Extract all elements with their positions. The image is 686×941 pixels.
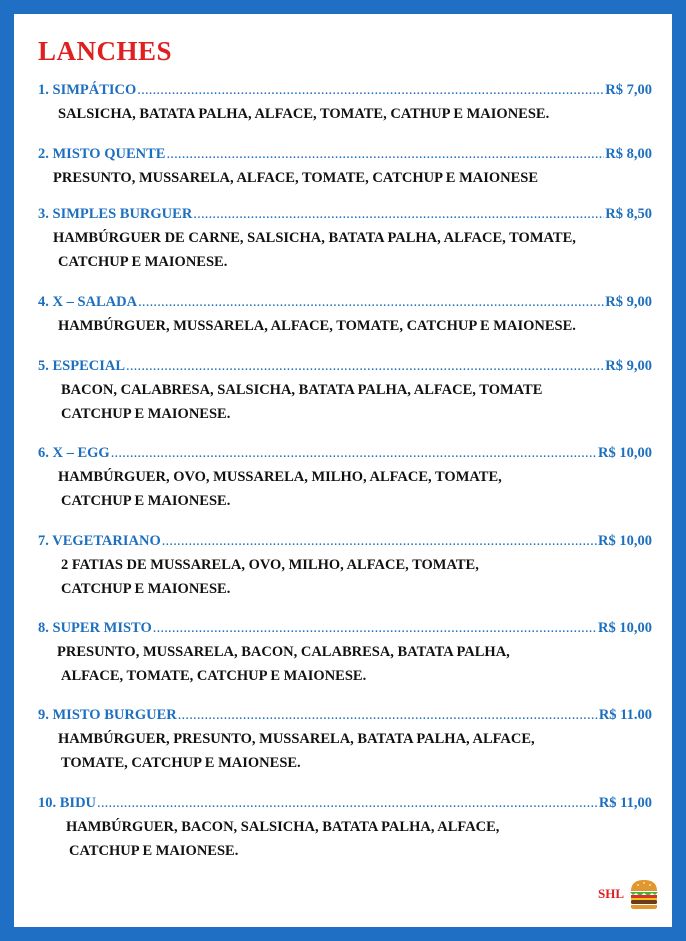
- item-price: R$ 11.00: [598, 707, 652, 723]
- item-description: [38, 815, 652, 863]
- item-description: [38, 166, 652, 190]
- dot-leader: [178, 707, 598, 724]
- description-line: CATCHUP E MAIONESE.: [69, 843, 239, 859]
- page-title: LANCHES: [38, 36, 173, 66]
- item-price: R$ 10,00: [598, 445, 652, 461]
- dot-leader: [153, 620, 597, 637]
- menu-item: [38, 146, 652, 190]
- item-heading: [38, 445, 652, 462]
- item-heading: [38, 620, 652, 637]
- burger-icon: [628, 877, 660, 911]
- description-line: HAMBÚRGUER, OVO, MUSSARELA, MILHO, ALFACE, TOMATE,: [58, 469, 502, 485]
- logo-text: SHL: [597, 886, 624, 901]
- menu-item: [38, 445, 652, 513]
- item-heading: [38, 533, 652, 550]
- item-description: [38, 727, 652, 775]
- item-description: [38, 640, 652, 688]
- menu-item: [38, 206, 652, 274]
- item-heading: [38, 795, 652, 812]
- menu-item: [38, 795, 652, 863]
- item-price: R$ 10,00: [598, 620, 652, 636]
- item-name: 7. VEGETARIANO: [38, 533, 161, 549]
- menu-item: [38, 294, 652, 338]
- dot-leader: [162, 533, 597, 550]
- item-name: 6. X – EGG: [38, 445, 110, 461]
- menu-item: [38, 707, 652, 775]
- item-heading: [38, 358, 652, 375]
- item-description: [38, 465, 652, 513]
- description-line: 2 FATIAS DE MUSSARELA, OVO, MILHO, ALFACE, TOMATE,: [61, 557, 479, 573]
- dot-leader: [126, 358, 604, 375]
- menu-item: [38, 358, 652, 426]
- item-name: 5. ESPECIAL: [38, 358, 126, 374]
- item-heading: [38, 294, 652, 311]
- item-heading: [38, 82, 652, 99]
- item-description: [38, 226, 652, 274]
- item-price: R$ 9,00: [605, 358, 652, 374]
- item-price: R$ 11,00: [598, 795, 652, 811]
- menu-item: [38, 533, 652, 601]
- item-heading: [38, 146, 652, 163]
- dot-leader: [166, 146, 604, 163]
- brand-logo: [598, 877, 660, 911]
- description-line: CATCHUP E MAIONESE.: [61, 581, 231, 597]
- item-price: R$ 8,50: [605, 206, 652, 222]
- dot-leader: [137, 82, 604, 99]
- item-heading: [38, 206, 652, 223]
- item-price: R$ 8,00: [605, 146, 652, 162]
- item-name: 3. SIMPLES BURGUER: [38, 206, 193, 222]
- item-description: [38, 314, 652, 338]
- description-line: HAMBÚRGUER, BACON, SALSICHA, BATATA PALHA, ALFACE,: [66, 819, 500, 835]
- item-description: [38, 553, 652, 601]
- dot-leader: [193, 206, 604, 223]
- menu-item: [38, 82, 652, 126]
- item-name: 9. MISTO BURGUER: [38, 707, 177, 723]
- item-name: 2. MISTO QUENTE: [38, 146, 166, 162]
- item-price: R$ 7,00: [605, 82, 652, 98]
- item-name: 8. SUPER MISTO: [38, 620, 152, 636]
- description-line: HAMBÚRGUER DE CARNE, SALSICHA, BATATA PALHA, ALFACE, TOMATE,: [53, 230, 576, 246]
- item-price: R$ 9,00: [605, 294, 652, 310]
- dot-leader: [97, 795, 598, 812]
- item-description: [38, 378, 652, 426]
- item-name: 1. SIMPÁTICO: [38, 82, 137, 98]
- description-line: CATCHUP E MAIONESE.: [61, 493, 231, 509]
- item-heading: [38, 707, 652, 724]
- description-line: ALFACE, TOMATE, CATCHUP E MAIONESE.: [61, 668, 367, 684]
- description-line: CATCHUP E MAIONESE.: [61, 406, 231, 422]
- item-price: R$ 10,00: [598, 533, 652, 549]
- item-name: 10. BIDU: [38, 795, 97, 811]
- item-description: [38, 102, 652, 126]
- description-line: TOMATE, CATCHUP E MAIONESE.: [61, 755, 301, 771]
- description-line: BACON, CALABRESA, SALSICHA, BATATA PALHA, ALFACE, TOMATE: [61, 382, 543, 398]
- description-line: CATCHUP E MAIONESE.: [58, 254, 228, 270]
- description-line: HAMBÚRGUER, MUSSARELA, ALFACE, TOMATE, CATCHUP E MAIONESE.: [58, 318, 576, 334]
- description-line: PRESUNTO, MUSSARELA, BACON, CALABRESA, BATATA PALHA,: [57, 644, 510, 660]
- description-line: SALSICHA, BATATA PALHA, ALFACE, TOMATE, CATHUP E MAIONESE.: [58, 106, 550, 122]
- menu-card: [14, 14, 672, 927]
- dot-leader: [111, 445, 597, 462]
- item-name: 4. X – SALADA: [38, 294, 138, 310]
- menu-item: [38, 620, 652, 688]
- description-line: PRESUNTO, MUSSARELA, ALFACE, TOMATE, CATCHUP E MAIONESE: [53, 170, 539, 186]
- dot-leader: [138, 294, 604, 311]
- description-line: HAMBÚRGUER, PRESUNTO, MUSSARELA, BATATA PALHA, ALFACE,: [58, 731, 535, 747]
